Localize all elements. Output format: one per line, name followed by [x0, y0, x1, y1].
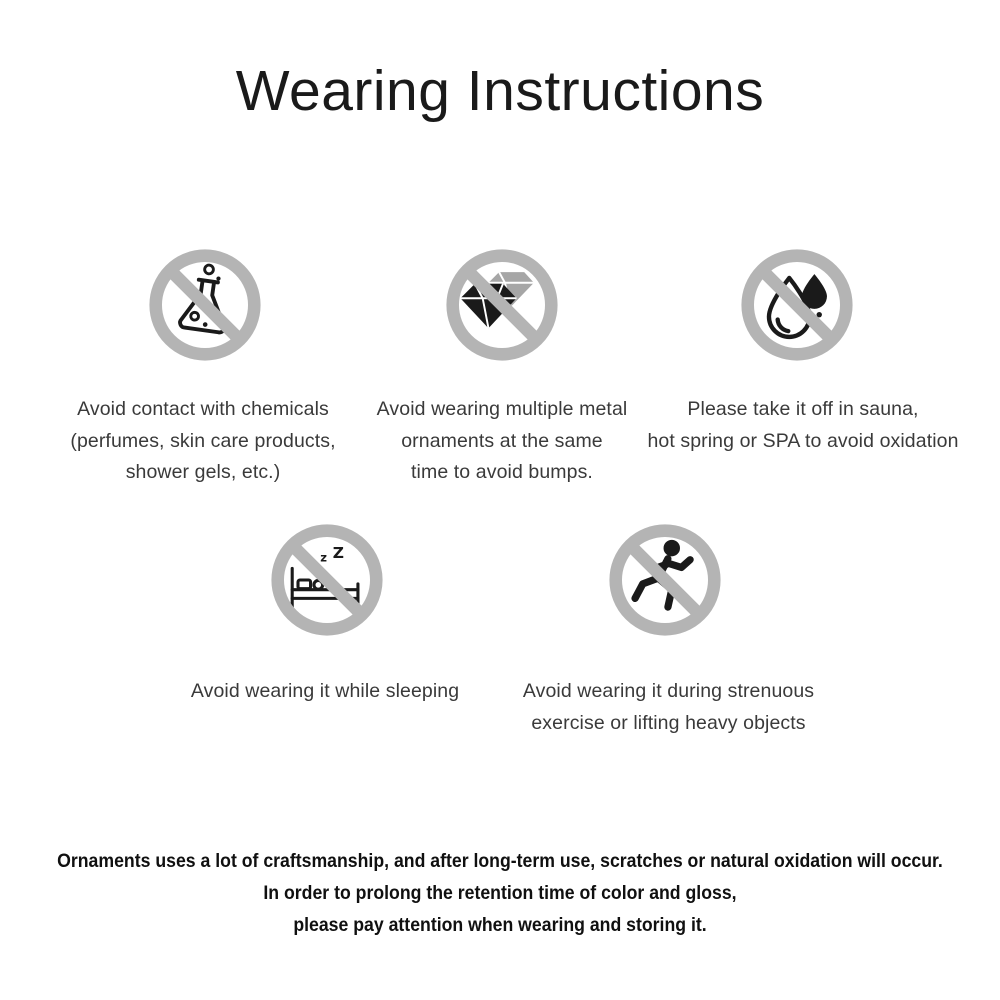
- caption-line: shower gels, etc.): [125, 461, 281, 483]
- care-note-line: please pay attention when wearing and storing it.: [293, 915, 707, 936]
- caption-line: Please take it off in sauna,: [687, 398, 919, 420]
- care-note: [0, 846, 1000, 942]
- prohibition-diamonds-svg: [444, 247, 560, 363]
- caption-no-multiple-metal: [342, 394, 662, 489]
- no-strenuous-exercise-icon: [607, 522, 723, 638]
- caption-line: ornaments at the same: [401, 429, 603, 452]
- no-multiple-metal-ornaments-icon: [444, 247, 560, 363]
- no-chemicals-icon: [147, 247, 263, 363]
- no-sleeping-icon: [269, 522, 385, 638]
- caption-line: Avoid contact with chemicals: [77, 398, 329, 420]
- page-title: Wearing Instructions: [235, 59, 765, 123]
- caption-line: exercise or lifting heavy objects: [531, 711, 806, 734]
- caption-line: Avoid wearing multiple metal: [376, 398, 628, 420]
- prohibition-flask-svg: [147, 247, 263, 363]
- no-sauna-hot-spring-icon: [739, 247, 855, 363]
- caption-line: time to avoid bumps.: [411, 461, 593, 483]
- svg-text:z: z: [320, 550, 327, 565]
- caption-line: Avoid wearing it during strenuous: [522, 680, 815, 702]
- care-note-line: In order to prolong the retention time of color and gloss,: [263, 883, 737, 904]
- caption-line: hot spring or SPA to avoid oxidation: [647, 429, 959, 452]
- svg-text:Z: Z: [332, 543, 345, 562]
- prohibition-runner-svg: [607, 522, 723, 638]
- caption-no-sauna: [628, 394, 978, 457]
- caption-no-chemicals: [43, 394, 363, 489]
- prohibition-drops-svg: [739, 247, 855, 363]
- caption-no-exercise: [496, 676, 841, 739]
- caption-line: Avoid wearing it while sleeping: [190, 680, 460, 702]
- care-note-line: Ornaments uses a lot of craftsmanship, and after long-term use, scratches or natural oxidation will occur.: [57, 851, 943, 872]
- caption-line: (perfumes, skin care products,: [70, 429, 336, 452]
- prohibition-bed-svg: [269, 522, 385, 638]
- caption-no-sleeping: [165, 676, 485, 708]
